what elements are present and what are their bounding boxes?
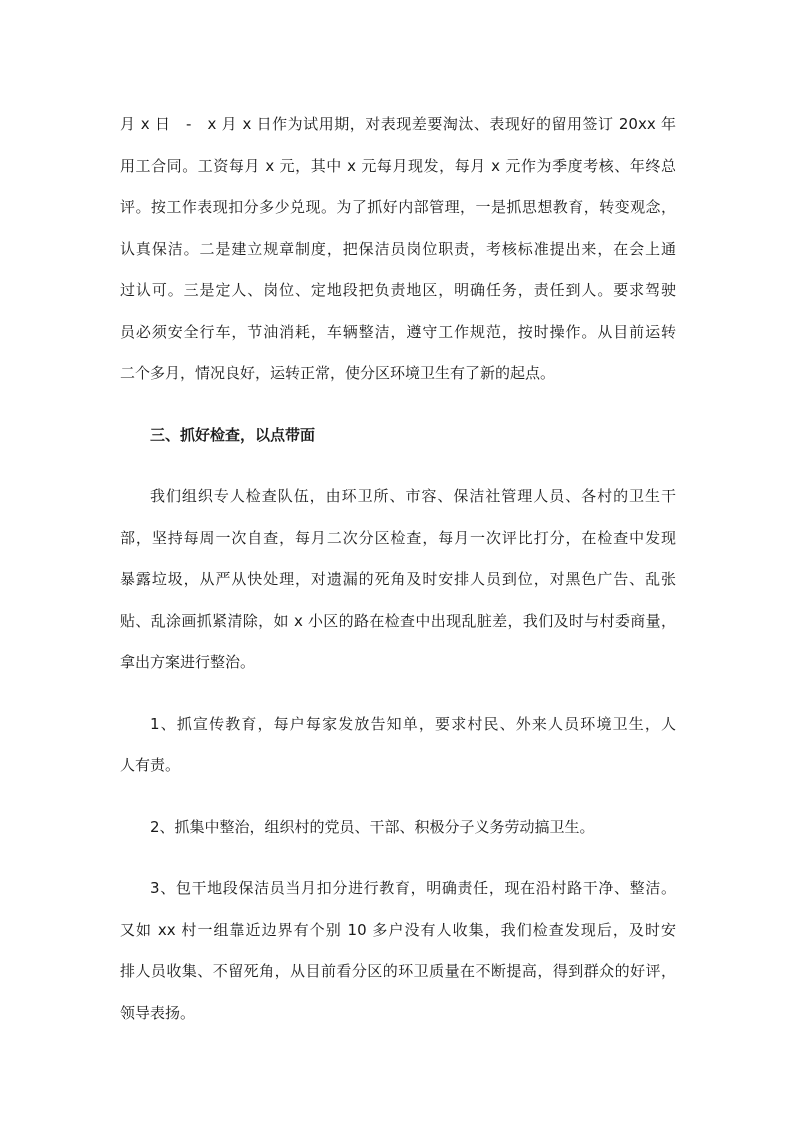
document-page (120, 104, 676, 1034)
spacer (120, 456, 676, 476)
list-item-1 (120, 704, 676, 787)
spacer (120, 395, 676, 415)
text-line: 我们组织专人检查队伍，由环卫所、市容、保洁社管理人员、各村的卫生干 (150, 487, 676, 505)
text-line: 拿出方案进行整治。 (120, 653, 256, 671)
text-line: 排人员收集、不留死角，从目前看分区的环卫质量在不断提高，得到群众的好评， (120, 962, 676, 980)
paragraph-inspection-team (120, 476, 676, 684)
text-line: 贴、乱涂画抓紧清除，如 x 小区的路在检查中出现乱脏差，我们及时与村委商量， (120, 611, 676, 630)
text-line: 过认可。三是定人、岗位、定地段把负责地区，明确任务，责任到人。要求驾驶 (120, 281, 676, 299)
text-line: 用工合同。工资每月 x 元，其中 x 元每月现发，每月 x 元作为季度考核、年终总 (120, 156, 676, 175)
spacer (120, 787, 676, 807)
text-line: 员必须安全行车，节油消耗，车辆整洁，遵守工作规范，按时操作。从目前运转 (120, 322, 676, 341)
text-line: 月 x 日 - x 月 x 日作为试用期，对表现差要淘汰、表现好的留用签订 20xx 年 (120, 115, 676, 133)
text-line: 部，坚持每周一次自查，每月二次分区检查，每月一次评比打分，在检查中发现 (120, 528, 676, 547)
text-line: 3、包干地段保洁员当月扣分进行教育，明确责任，现在沿村路干净、整洁。 (150, 879, 676, 897)
text-line: 1、抓宣传教育，每户每家发放告知单，要求村民、外来人员环境卫生，人 (150, 714, 676, 733)
section-heading-3: 三、抓好检查，以点带面 (150, 425, 316, 444)
text-line: 人有责。 (120, 756, 181, 774)
text-line: 认真保洁。二是建立规章制度，把保洁员岗位职责，考核标准提出来，在会上通 (120, 239, 676, 258)
text-line: 2、抓集中整治，组织村的党员、干部、积极分子义务劳动搞卫生。 (150, 817, 595, 836)
spacer (120, 684, 676, 704)
text-line: 评。按工作表现扣分多少兑现。为了抓好内部管理，一是抓思想教育，转变观念， (120, 198, 676, 216)
paragraph-staffing-management (120, 104, 676, 395)
text-line: 暴露垃圾，从严从快处理，对遗漏的死角及时安排人员到位，对黑色广告、乱张 (120, 570, 676, 588)
text-line: 又如 xx 村一组靠近边界有个别 10 多户没有人收集，我们检查发现后，及时安 (120, 920, 676, 939)
text-line: 二个多月，情况良好，运转正常，使分区环境卫生有了新的起点。 (120, 364, 556, 382)
spacer (120, 848, 676, 868)
list-item-2 (120, 807, 676, 849)
text-line: 领导表扬。 (120, 1003, 196, 1022)
list-item-3 (120, 868, 676, 1034)
